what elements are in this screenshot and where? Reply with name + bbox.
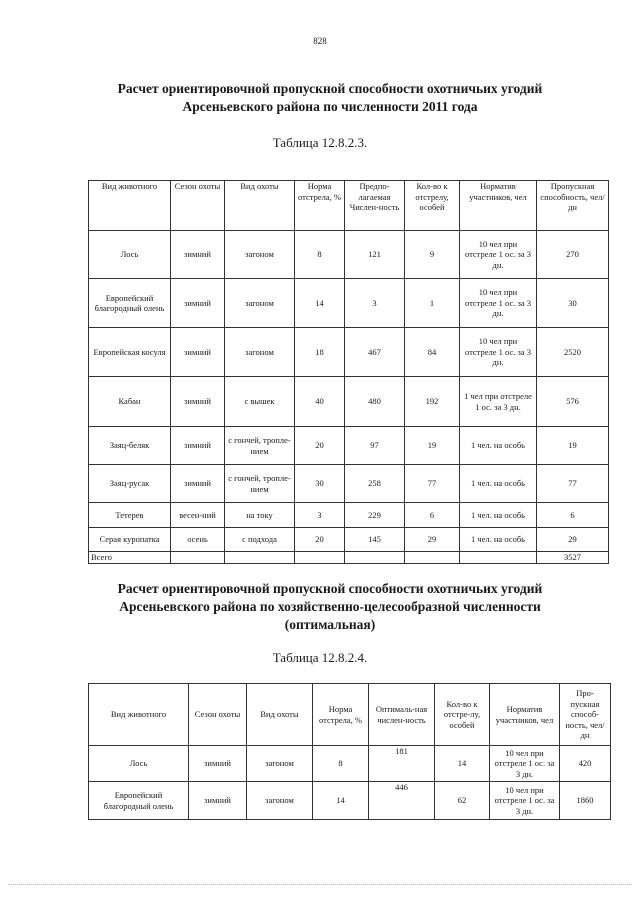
cell-season: зимний — [189, 782, 247, 820]
table-total-row — [89, 552, 609, 564]
cell-pop: 121 — [345, 231, 405, 279]
header-cell: Норма отстрела, % — [295, 181, 345, 231]
cell-count: 9 — [405, 231, 460, 279]
cell-participants: 1 чел. на особь — [460, 503, 537, 528]
section1-heading-line: Расчет ориентировочной пропускной способности охотничьих угодий — [117, 81, 543, 96]
table-row — [89, 279, 609, 328]
table-12-8-2-3 — [88, 180, 609, 564]
cell-capacity: 6 — [537, 503, 609, 528]
cell-animal: Серая куропатка — [89, 528, 171, 552]
header-cell: Оптималь-ная числен-ность — [369, 684, 435, 746]
cell-norm: 14 — [295, 279, 345, 328]
section2-heading-line: Расчет ориентировочной пропускной способности охотничьих угодий — [117, 581, 543, 596]
cell-season: зимний — [171, 427, 225, 465]
header-cell: Вид охоты — [247, 684, 313, 746]
cell-hunt: загоном — [225, 328, 295, 377]
cell-pop: 3 — [345, 279, 405, 328]
table-header-row — [89, 181, 609, 231]
cell-pop: 181 — [369, 746, 435, 782]
cell-participants: 1 чел. на особь — [460, 427, 537, 465]
cell-pop: 467 — [345, 328, 405, 377]
cell-participants: 10 чел при отстреле 1 ос. за 3 дн. — [460, 231, 537, 279]
cell-animal: Кабан — [89, 377, 171, 427]
cell-empty — [295, 552, 345, 564]
header-cell: Норматив участников, чел — [460, 181, 537, 231]
header-cell: Вид животного — [89, 684, 189, 746]
header-cell: Пропускная способность, чел/дн — [537, 181, 609, 231]
cell-animal: Лось — [89, 231, 171, 279]
cell-pop: 229 — [345, 503, 405, 528]
cell-capacity: 19 — [537, 427, 609, 465]
cell-count: 6 — [405, 503, 460, 528]
cell-season: зимний — [171, 231, 225, 279]
cell-hunt: загоном — [247, 782, 313, 820]
cell-pop: 446 — [369, 782, 435, 820]
header-cell: Кол-во к отстре-лу, особей — [435, 684, 490, 746]
table-row — [89, 503, 609, 528]
cell-count: 62 — [435, 782, 490, 820]
cell-animal: Европейский благородный олень — [89, 782, 189, 820]
cell-season: осень — [171, 528, 225, 552]
cell-pop: 258 — [345, 465, 405, 503]
cell-capacity: 1860 — [560, 782, 611, 820]
cell-animal: Тетерев — [89, 503, 171, 528]
cell-hunt: с подхода — [225, 528, 295, 552]
cell-participants: 1 чел при отстреле 1 ос. за 3 дн. — [460, 377, 537, 427]
cell-hunt: загоном — [225, 279, 295, 328]
cell-participants: 10 чел при отстреле 1 ос. за 3 дн. — [460, 328, 537, 377]
cell-norm: 3 — [295, 503, 345, 528]
cell-pop: 97 — [345, 427, 405, 465]
cell-capacity: 270 — [537, 231, 609, 279]
scan-artifact-line — [8, 884, 632, 887]
cell-empty — [460, 552, 537, 564]
cell-animal: Заяц-беляк — [89, 427, 171, 465]
header-cell: Сезон охоты — [189, 684, 247, 746]
cell-season: зимний — [171, 377, 225, 427]
section2-heading-line: Арсеньевского района по хозяйственно-целесообразной численности — [119, 599, 541, 614]
cell-hunt: загоном — [225, 231, 295, 279]
cell-norm: 14 — [313, 782, 369, 820]
cell-count: 14 — [435, 746, 490, 782]
cell-season: зимний — [171, 279, 225, 328]
cell-participants: 1 чел. на особь — [460, 465, 537, 503]
header-cell: Сезон охоты — [171, 181, 225, 231]
cell-capacity: 576 — [537, 377, 609, 427]
header-cell: Вид охоты — [225, 181, 295, 231]
cell-participants: 10 чел при отстреле 1 ос. за 3 дн. — [460, 279, 537, 328]
header-cell: Норматив участников, чел — [490, 684, 560, 746]
section1-heading — [60, 80, 600, 116]
cell-animal: Заяц-русак — [89, 465, 171, 503]
page-number: 828 — [313, 36, 327, 46]
cell-norm: 8 — [295, 231, 345, 279]
cell-empty — [345, 552, 405, 564]
cell-total-label: Всего — [89, 552, 171, 564]
table-row — [89, 427, 609, 465]
header-cell: Вид животного — [89, 181, 171, 231]
cell-participants: 10 чел при отстреле 1 ос. за 3 дн. — [490, 782, 560, 820]
cell-hunt: на току — [225, 503, 295, 528]
cell-count: 84 — [405, 328, 460, 377]
cell-empty — [225, 552, 295, 564]
cell-norm: 30 — [295, 465, 345, 503]
cell-norm: 18 — [295, 328, 345, 377]
table-header-row — [89, 684, 611, 746]
cell-count: 19 — [405, 427, 460, 465]
section2-heading — [60, 580, 600, 634]
cell-total-value: 3527 — [537, 552, 609, 564]
cell-count: 1 — [405, 279, 460, 328]
section2-heading-line: (оптимальная) — [284, 617, 376, 632]
cell-count: 77 — [405, 465, 460, 503]
cell-hunt: с гончей, тропле-нием — [225, 465, 295, 503]
cell-hunt: с гончей, тропле-нием — [225, 427, 295, 465]
table-row — [89, 377, 609, 427]
table-row — [89, 231, 609, 279]
table-row — [89, 465, 609, 503]
section1-heading-line: Арсеньевского района по численности 2011 года — [182, 99, 478, 114]
cell-norm: 8 — [313, 746, 369, 782]
cell-participants: 10 чел при отстреле 1 ос. за 3 дн. — [490, 746, 560, 782]
cell-norm: 20 — [295, 528, 345, 552]
cell-capacity: 30 — [537, 279, 609, 328]
cell-season: зимний — [171, 328, 225, 377]
header-cell: Кол-во к отстрелу, особей — [405, 181, 460, 231]
cell-pop: 145 — [345, 528, 405, 552]
cell-season: весен-ний — [171, 503, 225, 528]
section2-table-title: Таблица 12.8.2.4. — [272, 650, 368, 665]
header-cell: Про-пускная способ-ность, чел/дн — [560, 684, 611, 746]
cell-capacity: 77 — [537, 465, 609, 503]
cell-norm: 20 — [295, 427, 345, 465]
cell-pop: 480 — [345, 377, 405, 427]
cell-season: зимний — [189, 746, 247, 782]
cell-capacity: 2520 — [537, 328, 609, 377]
header-cell: Норма отстрела, % — [313, 684, 369, 746]
table-row — [89, 746, 611, 782]
table-row — [89, 328, 609, 377]
cell-participants: 1 чел. на особь — [460, 528, 537, 552]
cell-count: 29 — [405, 528, 460, 552]
cell-norm: 40 — [295, 377, 345, 427]
cell-capacity: 420 — [560, 746, 611, 782]
cell-empty — [405, 552, 460, 564]
cell-hunt: с вышек — [225, 377, 295, 427]
cell-empty — [171, 552, 225, 564]
cell-animal: Лось — [89, 746, 189, 782]
cell-capacity: 29 — [537, 528, 609, 552]
table-12-8-2-4 — [88, 683, 611, 820]
table-row — [89, 528, 609, 552]
header-cell: Предпо-лагаемая Числен-ность — [345, 181, 405, 231]
cell-animal: Европейский благородный олень — [89, 279, 171, 328]
section1-table-title: Таблица 12.8.2.3. — [272, 135, 368, 150]
cell-count: 192 — [405, 377, 460, 427]
table-row — [89, 782, 611, 820]
cell-animal: Европейская косуля — [89, 328, 171, 377]
cell-hunt: загоном — [247, 746, 313, 782]
cell-season: зимний — [171, 465, 225, 503]
